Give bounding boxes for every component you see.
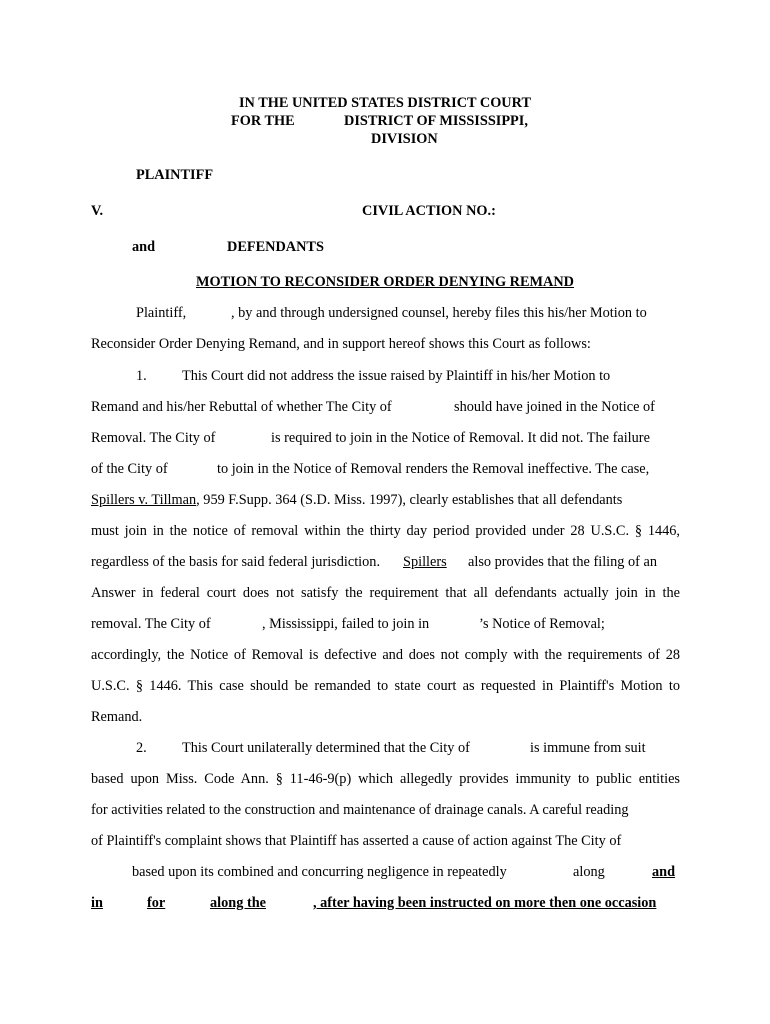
para1-line9c: ’s Notice of Removal; bbox=[479, 616, 605, 632]
para1-line7b: also provides that the filing of an bbox=[468, 554, 657, 570]
para2-line2: based upon Miss. Code Ann. § 11-46-9(p) which allegedly provides immunity to public entities bbox=[91, 771, 680, 787]
para1-line5 bbox=[91, 491, 622, 509]
para2-line6c: along the bbox=[210, 895, 267, 911]
case-citation-spillers: Spillers v. Tillman bbox=[91, 492, 197, 508]
para2-number: 2. bbox=[136, 740, 147, 756]
para2-line1b: is immune from suit bbox=[530, 740, 646, 756]
court-district: DISTRICT OF MISSISSIPPI, bbox=[344, 113, 528, 129]
intro-plaintiff: Plaintiff, bbox=[136, 305, 187, 321]
para2-line3: for activities related to the construction and maintenance of drainage canals. A careful reading bbox=[91, 802, 629, 818]
para1-line2a: Remand and his/her Rebuttal of whether The City of bbox=[91, 399, 392, 415]
and-label: and bbox=[132, 239, 156, 255]
civil-action-label: CIVIL ACTION NO.: bbox=[362, 203, 496, 219]
court-division: DIVISION bbox=[371, 131, 438, 147]
para2-line5b: along bbox=[573, 864, 605, 880]
para1-line3b: is required to join in the Notice of Removal. It did not. The failure bbox=[271, 430, 650, 446]
para1-line3a: Removal. The City of bbox=[91, 430, 216, 446]
para1-line9b: , Mississippi, failed to join in bbox=[262, 616, 430, 632]
para1-line7a: regardless of the basis for said federal jurisdiction. bbox=[91, 554, 381, 570]
para1-line1: This Court did not address the issue raised by Plaintiff in his/her Motion to bbox=[182, 368, 611, 384]
court-name: IN THE UNITED STATES DISTRICT COURT bbox=[238, 95, 531, 111]
para1-line4b: to join in the Notice of Removal renders the Removal ineffective. The case, bbox=[217, 461, 650, 477]
intro-line2: Reconsider Order Denying Remand, and in support hereof shows this Court as follows: bbox=[91, 336, 591, 352]
para1-line8: Answer in federal court does not satisfy the requirement that all defendants actually join in the bbox=[91, 585, 680, 601]
para2-line1a: This Court unilaterally determined that the City of bbox=[182, 740, 470, 756]
case-citation-spillers-short: Spillers bbox=[403, 554, 447, 570]
para2-line5a: based upon its combined and concurring negligence in repeatedly bbox=[132, 864, 507, 880]
para1-line9a: removal. The City of bbox=[91, 616, 211, 632]
para1-line12: Remand. bbox=[91, 709, 143, 725]
court-district-prefix: FOR THE bbox=[231, 113, 295, 129]
intro-line1: , by and through undersigned counsel, hereby files this his/her Motion to bbox=[231, 305, 647, 321]
motion-title: MOTION TO RECONSIDER ORDER DENYING REMAND bbox=[196, 274, 574, 290]
para1-line2b: should have joined in the Notice of bbox=[454, 399, 655, 415]
para1-line10: accordingly, the Notice of Removal is defective and does not comply with the requirements of 28 bbox=[91, 647, 680, 663]
para2-line6d: , after having been instructed on more then one occasion bbox=[313, 895, 657, 911]
para2-line6b: for bbox=[147, 895, 166, 911]
para1-number: 1. bbox=[136, 368, 147, 384]
para2-line6a: in bbox=[91, 895, 103, 911]
plaintiff-label: PLAINTIFF bbox=[136, 167, 214, 183]
para1-line5-rest: , 959 F.Supp. 364 (S.D. Miss. 1997), clearly establishes that all defendants bbox=[196, 492, 623, 508]
para2-line5c: and bbox=[652, 864, 676, 880]
para1-line4a: of the City of bbox=[91, 461, 168, 477]
versus-label: V. bbox=[91, 203, 104, 219]
defendants-label: DEFENDANTS bbox=[227, 239, 324, 255]
para2-line4: of Plaintiff's complaint shows that Plaintiff has asserted a cause of action against The City of bbox=[91, 833, 622, 849]
para1-line6: must join in the notice of removal within the thirty day period provided under 28 U.S.C. § 1446, bbox=[91, 523, 680, 539]
para1-line11: U.S.C. § 1446. This case should be remanded to state court as requested in Plaintiff's Motion to bbox=[91, 678, 680, 694]
